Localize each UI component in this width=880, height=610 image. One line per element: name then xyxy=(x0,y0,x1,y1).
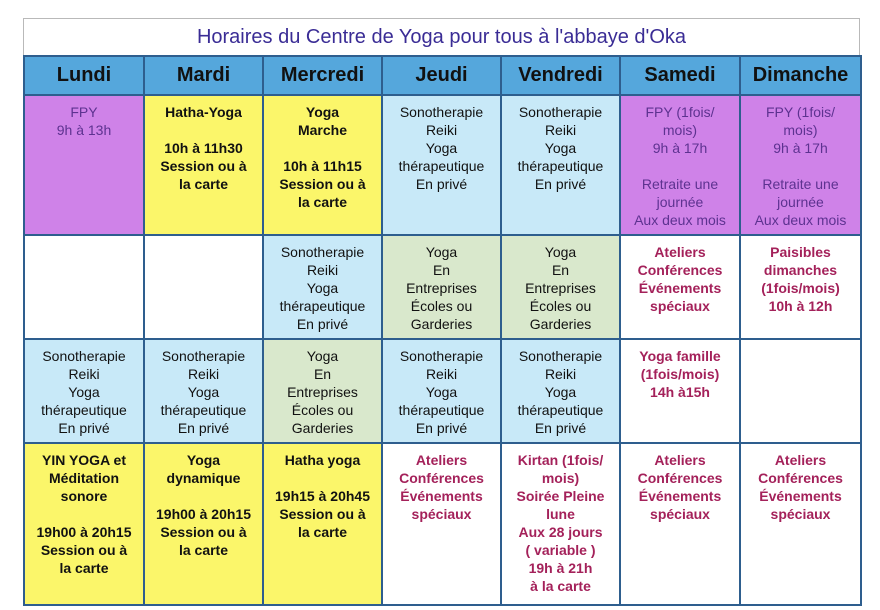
schedule-cell xyxy=(382,339,501,443)
schedule-cell xyxy=(382,235,501,339)
schedule-cell xyxy=(382,443,501,605)
schedule-table xyxy=(23,55,862,606)
cell-text: Yoga En Entreprises Écoles ou Garderies xyxy=(287,348,358,436)
cell-text: YIN YOGA et Méditation sonore 19h00 à 20h15 Session ou à la carte xyxy=(36,452,132,576)
cell-text: Sonotherapie Reiki Yoga thérapeutique En privé xyxy=(279,244,366,332)
cell-text: Yoga dynamique 19h00 à 20h15 Session ou à la carte xyxy=(156,452,251,558)
day-header-lundi: Lundi xyxy=(24,56,144,95)
schedule-cell xyxy=(620,443,740,605)
schedule-cell xyxy=(24,95,144,235)
schedule-row xyxy=(24,95,861,235)
schedule-cell xyxy=(263,339,382,443)
day-header-dimanche: Dimanche xyxy=(740,56,861,95)
schedule-cell xyxy=(24,235,144,339)
schedule-row xyxy=(24,443,861,605)
day-header-jeudi: Jeudi xyxy=(382,56,501,95)
schedule-cell xyxy=(263,443,382,605)
cell-text: Ateliers Conférences Événements spéciaux xyxy=(399,452,484,522)
cell-text: Yoga famille (1fois/mois) 14h à15h xyxy=(639,348,721,400)
cell-text: Kirtan (1fois/ mois) Soirée Pleine lune Aux 28 jours ( variable ) 19h à 21h à la carte xyxy=(516,452,605,594)
cell-text: Yoga Marche 10h à 11h15 Session ou à la carte xyxy=(279,104,366,210)
day-header-mardi: Mardi xyxy=(144,56,263,95)
schedule-row xyxy=(24,339,861,443)
schedule-cell xyxy=(740,339,861,443)
cell-text: FPY 9h à 13h xyxy=(56,104,112,138)
cell-text: Hatha yoga 19h15 à 20h45 Session ou à la carte xyxy=(275,452,370,540)
schedule-cell xyxy=(144,339,263,443)
day-header-row xyxy=(24,56,861,95)
schedule-cell xyxy=(24,339,144,443)
schedule-cell xyxy=(740,235,861,339)
schedule-cell xyxy=(263,95,382,235)
day-header-samedi: Samedi xyxy=(620,56,740,95)
schedule-cell xyxy=(24,443,144,605)
schedule-cell xyxy=(501,235,620,339)
schedule-cell xyxy=(501,443,620,605)
schedule-cell xyxy=(740,443,861,605)
cell-text: Hatha-Yoga 10h à 11h30 Session ou à la carte xyxy=(160,104,247,192)
schedule-cell xyxy=(501,95,620,235)
cell-text: Ateliers Conférences Événements spéciaux xyxy=(637,452,723,522)
day-header-mercredi: Mercredi xyxy=(263,56,382,95)
schedule-cell xyxy=(620,235,740,339)
schedule-cell xyxy=(144,235,263,339)
schedule-cell xyxy=(620,339,740,443)
cell-text: Yoga En Entreprises Écoles ou Garderies xyxy=(525,244,596,332)
schedule-cell xyxy=(144,443,263,605)
cell-text: Yoga En Entreprises Écoles ou Garderies xyxy=(406,244,477,332)
cell-text: Paisibles dimanches (1fois/mois) 10h à 12h xyxy=(761,244,840,314)
cell-text: Ateliers Conférences Événements spéciaux xyxy=(758,452,843,522)
schedule-cell xyxy=(620,95,740,235)
page-title: Horaires du Centre de Yoga pour tous à l'abbaye d'Oka xyxy=(196,26,687,48)
schedule-cell xyxy=(740,95,861,235)
cell-text: FPY (1fois/ mois) 9h à 17h Retraite une journée Aux deux mois xyxy=(754,104,847,228)
cell-text: Sonotherapie Reiki Yoga thérapeutique En privé xyxy=(517,104,604,192)
schedule-cell xyxy=(144,95,263,235)
cell-text: Sonotherapie Reiki Yoga thérapeutique En privé xyxy=(517,348,604,436)
cell-text: Sonotherapie Reiki Yoga thérapeutique En privé xyxy=(398,104,485,192)
schedule-row xyxy=(24,235,861,339)
cell-text: Sonotherapie Reiki Yoga thérapeutique En privé xyxy=(398,348,485,436)
schedule-cell xyxy=(382,95,501,235)
cell-text: Sonotherapie Reiki Yoga thérapeutique En privé xyxy=(160,348,247,436)
schedule-cell xyxy=(501,339,620,443)
day-header-vendredi: Vendredi xyxy=(501,56,620,95)
cell-text: FPY (1fois/ mois) 9h à 17h Retraite une journée Aux deux mois xyxy=(634,104,726,228)
cell-text: Ateliers Conférences Événements spéciaux xyxy=(637,244,723,314)
schedule-cell xyxy=(263,235,382,339)
cell-text: Sonotherapie Reiki Yoga thérapeutique En privé xyxy=(41,348,127,436)
